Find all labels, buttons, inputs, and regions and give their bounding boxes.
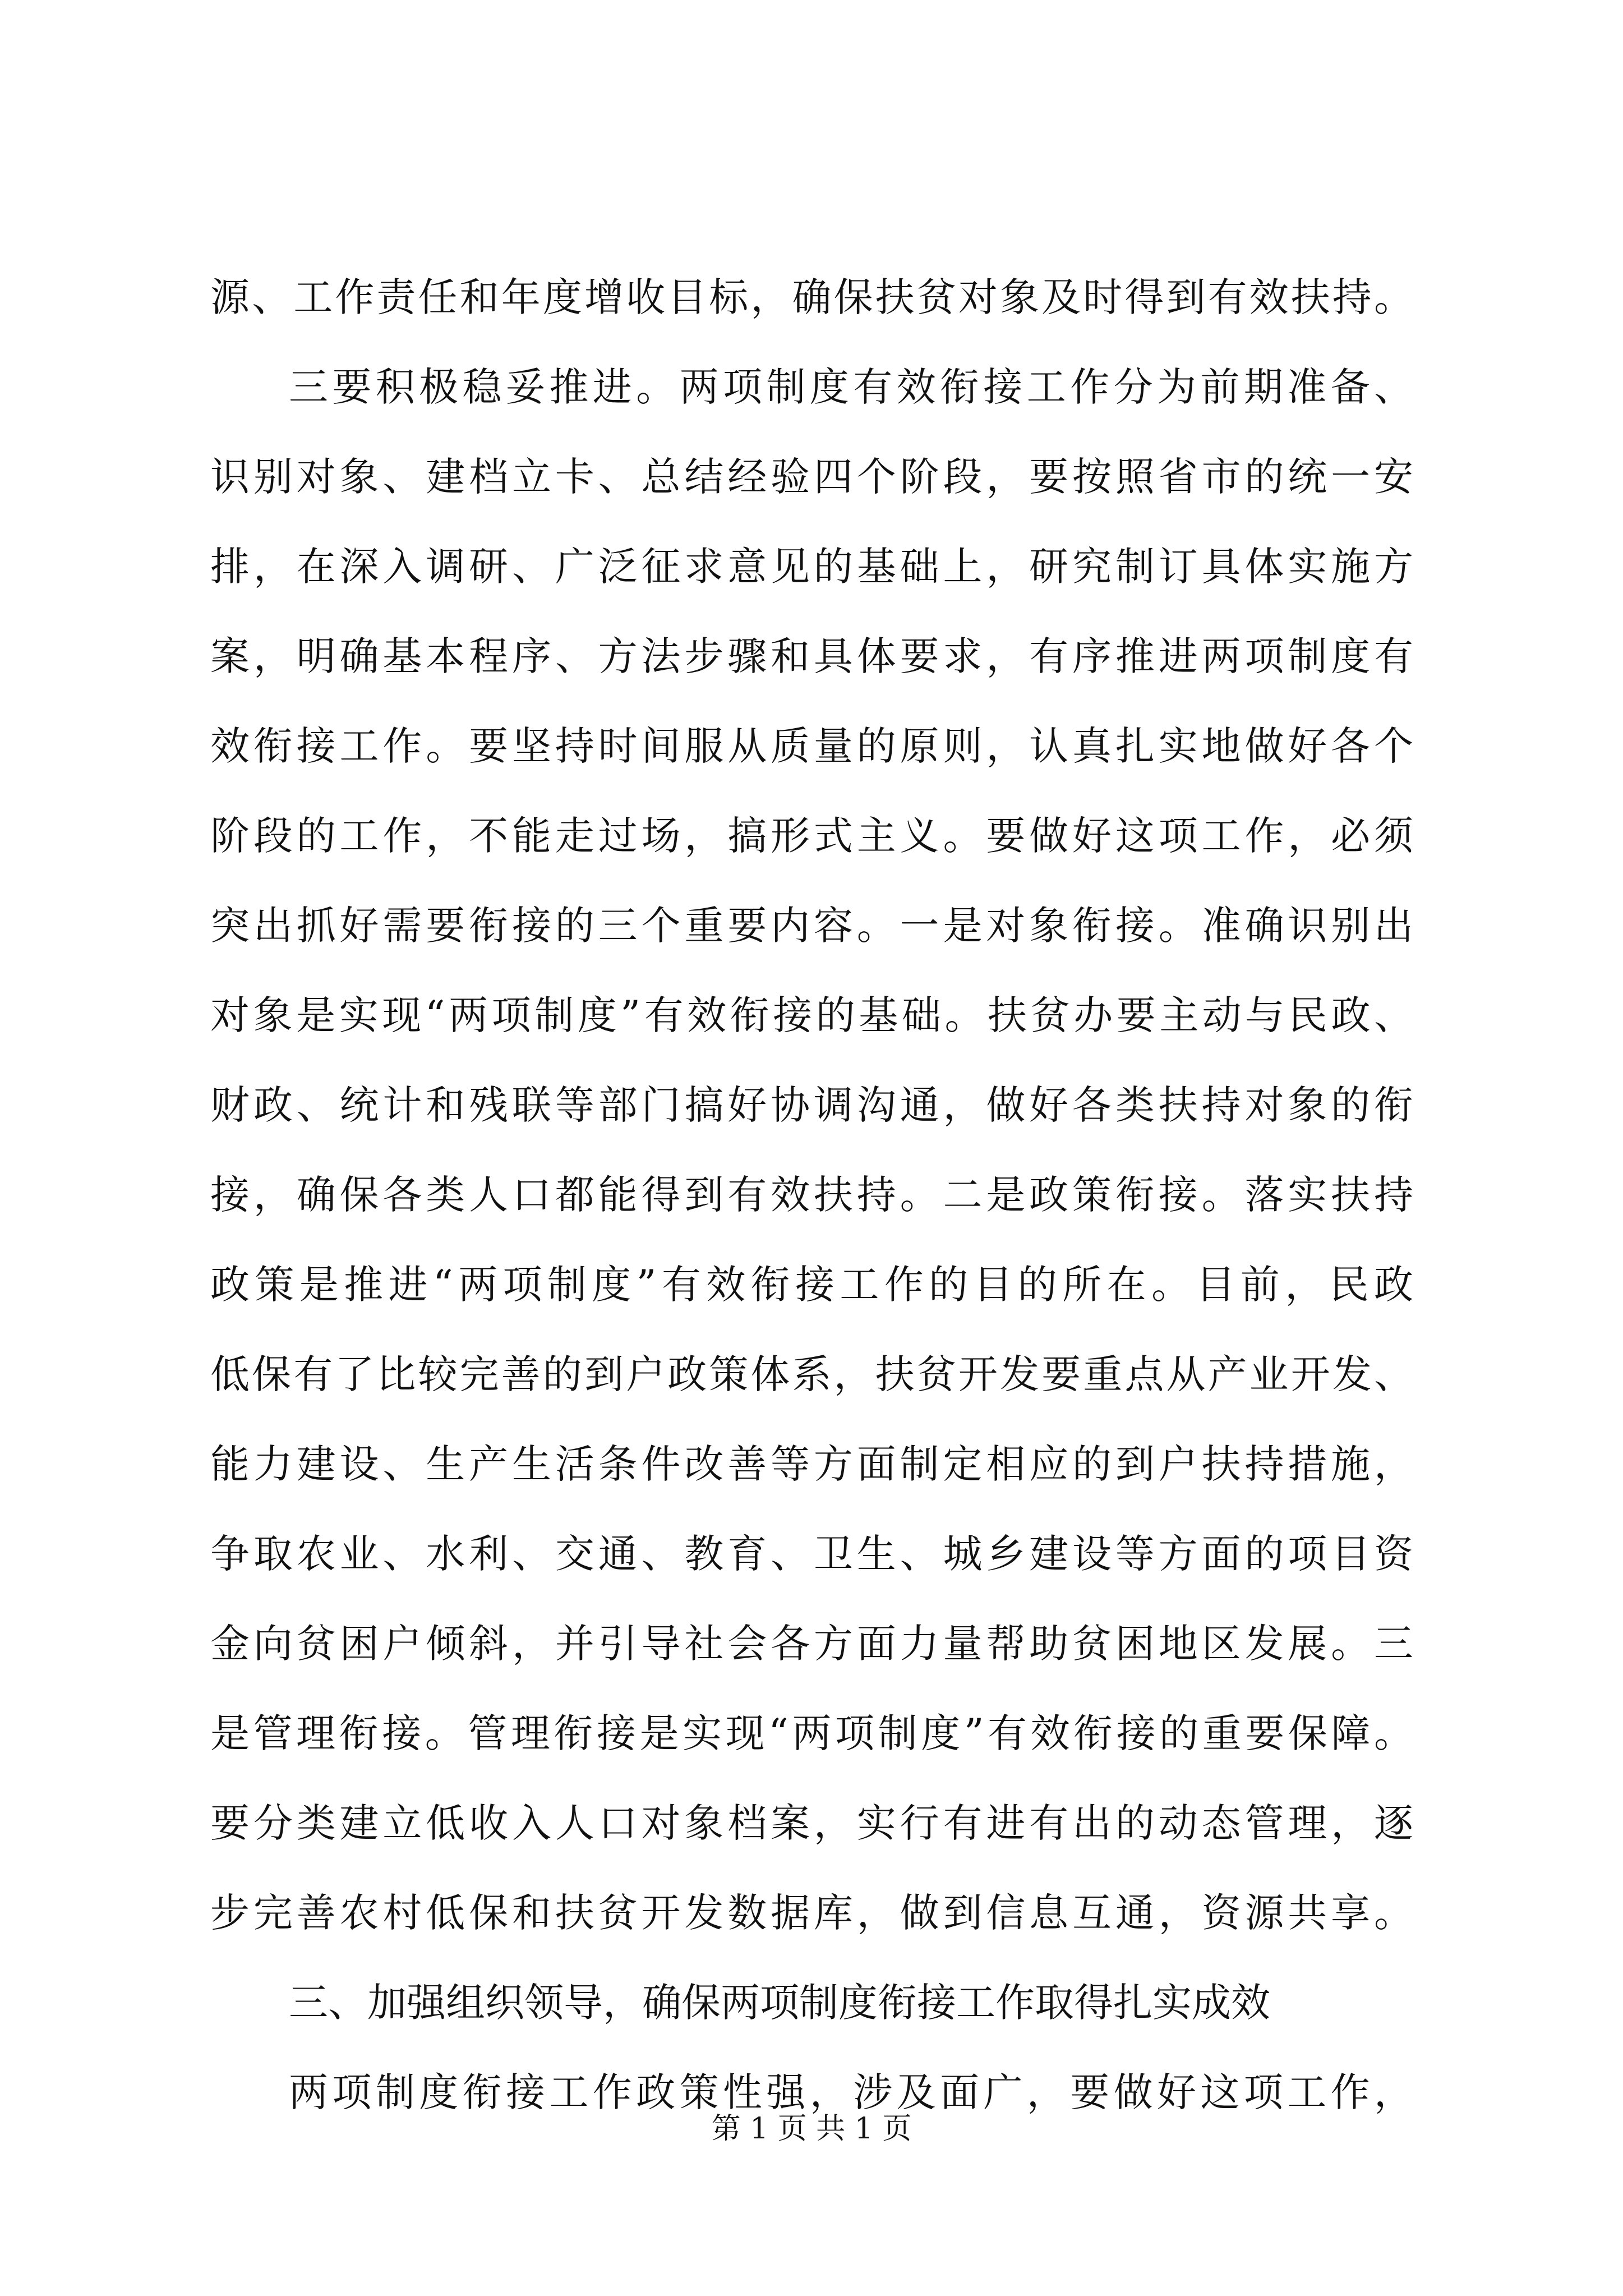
section-heading: 三、加强组织领导，确保两项制度衔接工作取得扎实成效 bbox=[289, 1980, 1270, 2026]
text-line: 低保有了比较完善的到户政策体系，扶贫开发要重点从产业开发、 bbox=[210, 1351, 1413, 1397]
text-line: 财政、统计和残联等部门搞好协调沟通，做好各类扶持对象的衔 bbox=[210, 1082, 1413, 1128]
text-line: 突出抓好需要衔接的三个重要内容。一是对象衔接。准确识别出 bbox=[210, 903, 1413, 949]
text-line: 政策是推进“两项制度”有效衔接工作的目的所在。目前，民政 bbox=[210, 1262, 1413, 1308]
page-number-footer: 第 1 页 共 1 页 bbox=[711, 2112, 912, 2146]
text-line: 案，明确基本程序、方法步骤和具体要求，有序推进两项制度有 bbox=[210, 633, 1413, 679]
text-line: 金向贫困户倾斜，并引导社会各方面力量帮助贫困地区发展。三 bbox=[210, 1621, 1413, 1667]
paragraph-end-line: 步完善农村低保和扶贫开发数据库，做到信息互通，资源共享。 bbox=[210, 1890, 1413, 1936]
text-line: 争取农业、水利、交通、教育、卫生、城乡建设等方面的项目资 bbox=[210, 1531, 1413, 1577]
text-line: 接，确保各类人口都能得到有效扶持。二是政策衔接。落实扶持 bbox=[210, 1172, 1413, 1218]
text-line: 能力建设、生产生活条件改善等方面制定相应的到户扶持措施， bbox=[210, 1441, 1413, 1487]
text-line: 阶段的工作，不能走过场，搞形式主义。要做好这项工作，必须 bbox=[210, 813, 1413, 859]
text-line: 是管理衔接。管理衔接是实现“两项制度”有效衔接的重要保障。 bbox=[210, 1710, 1413, 1756]
text-line: 对象是实现“两项制度”有效衔接的基础。扶贫办要主动与民政、 bbox=[210, 992, 1413, 1038]
text-line: 效衔接工作。要坚持时间服从质量的原则，认真扎实地做好各个 bbox=[210, 723, 1413, 769]
text-line: 排，在深入调研、广泛征求意见的基础上，研究制订具体实施方 bbox=[210, 544, 1413, 590]
document-body bbox=[210, 252, 1413, 2137]
text-line: 要分类建立低收入人口对象档案，实行有进有出的动态管理，逐 bbox=[210, 1800, 1413, 1846]
paragraph-start-line: 三要积极稳妥推进。两项制度有效衔接工作分为前期准备、 bbox=[289, 364, 1413, 410]
text-line: 源、工作责任和年度增收目标，确保扶贫对象及时得到有效扶持。 bbox=[210, 274, 1413, 320]
paragraph-start-line: 两项制度衔接工作政策性强，涉及面广，要做好这项工作， bbox=[289, 2069, 1413, 2115]
text-line: 识别对象、建档立卡、总结经验四个阶段，要按照省市的统一安 bbox=[210, 454, 1413, 500]
